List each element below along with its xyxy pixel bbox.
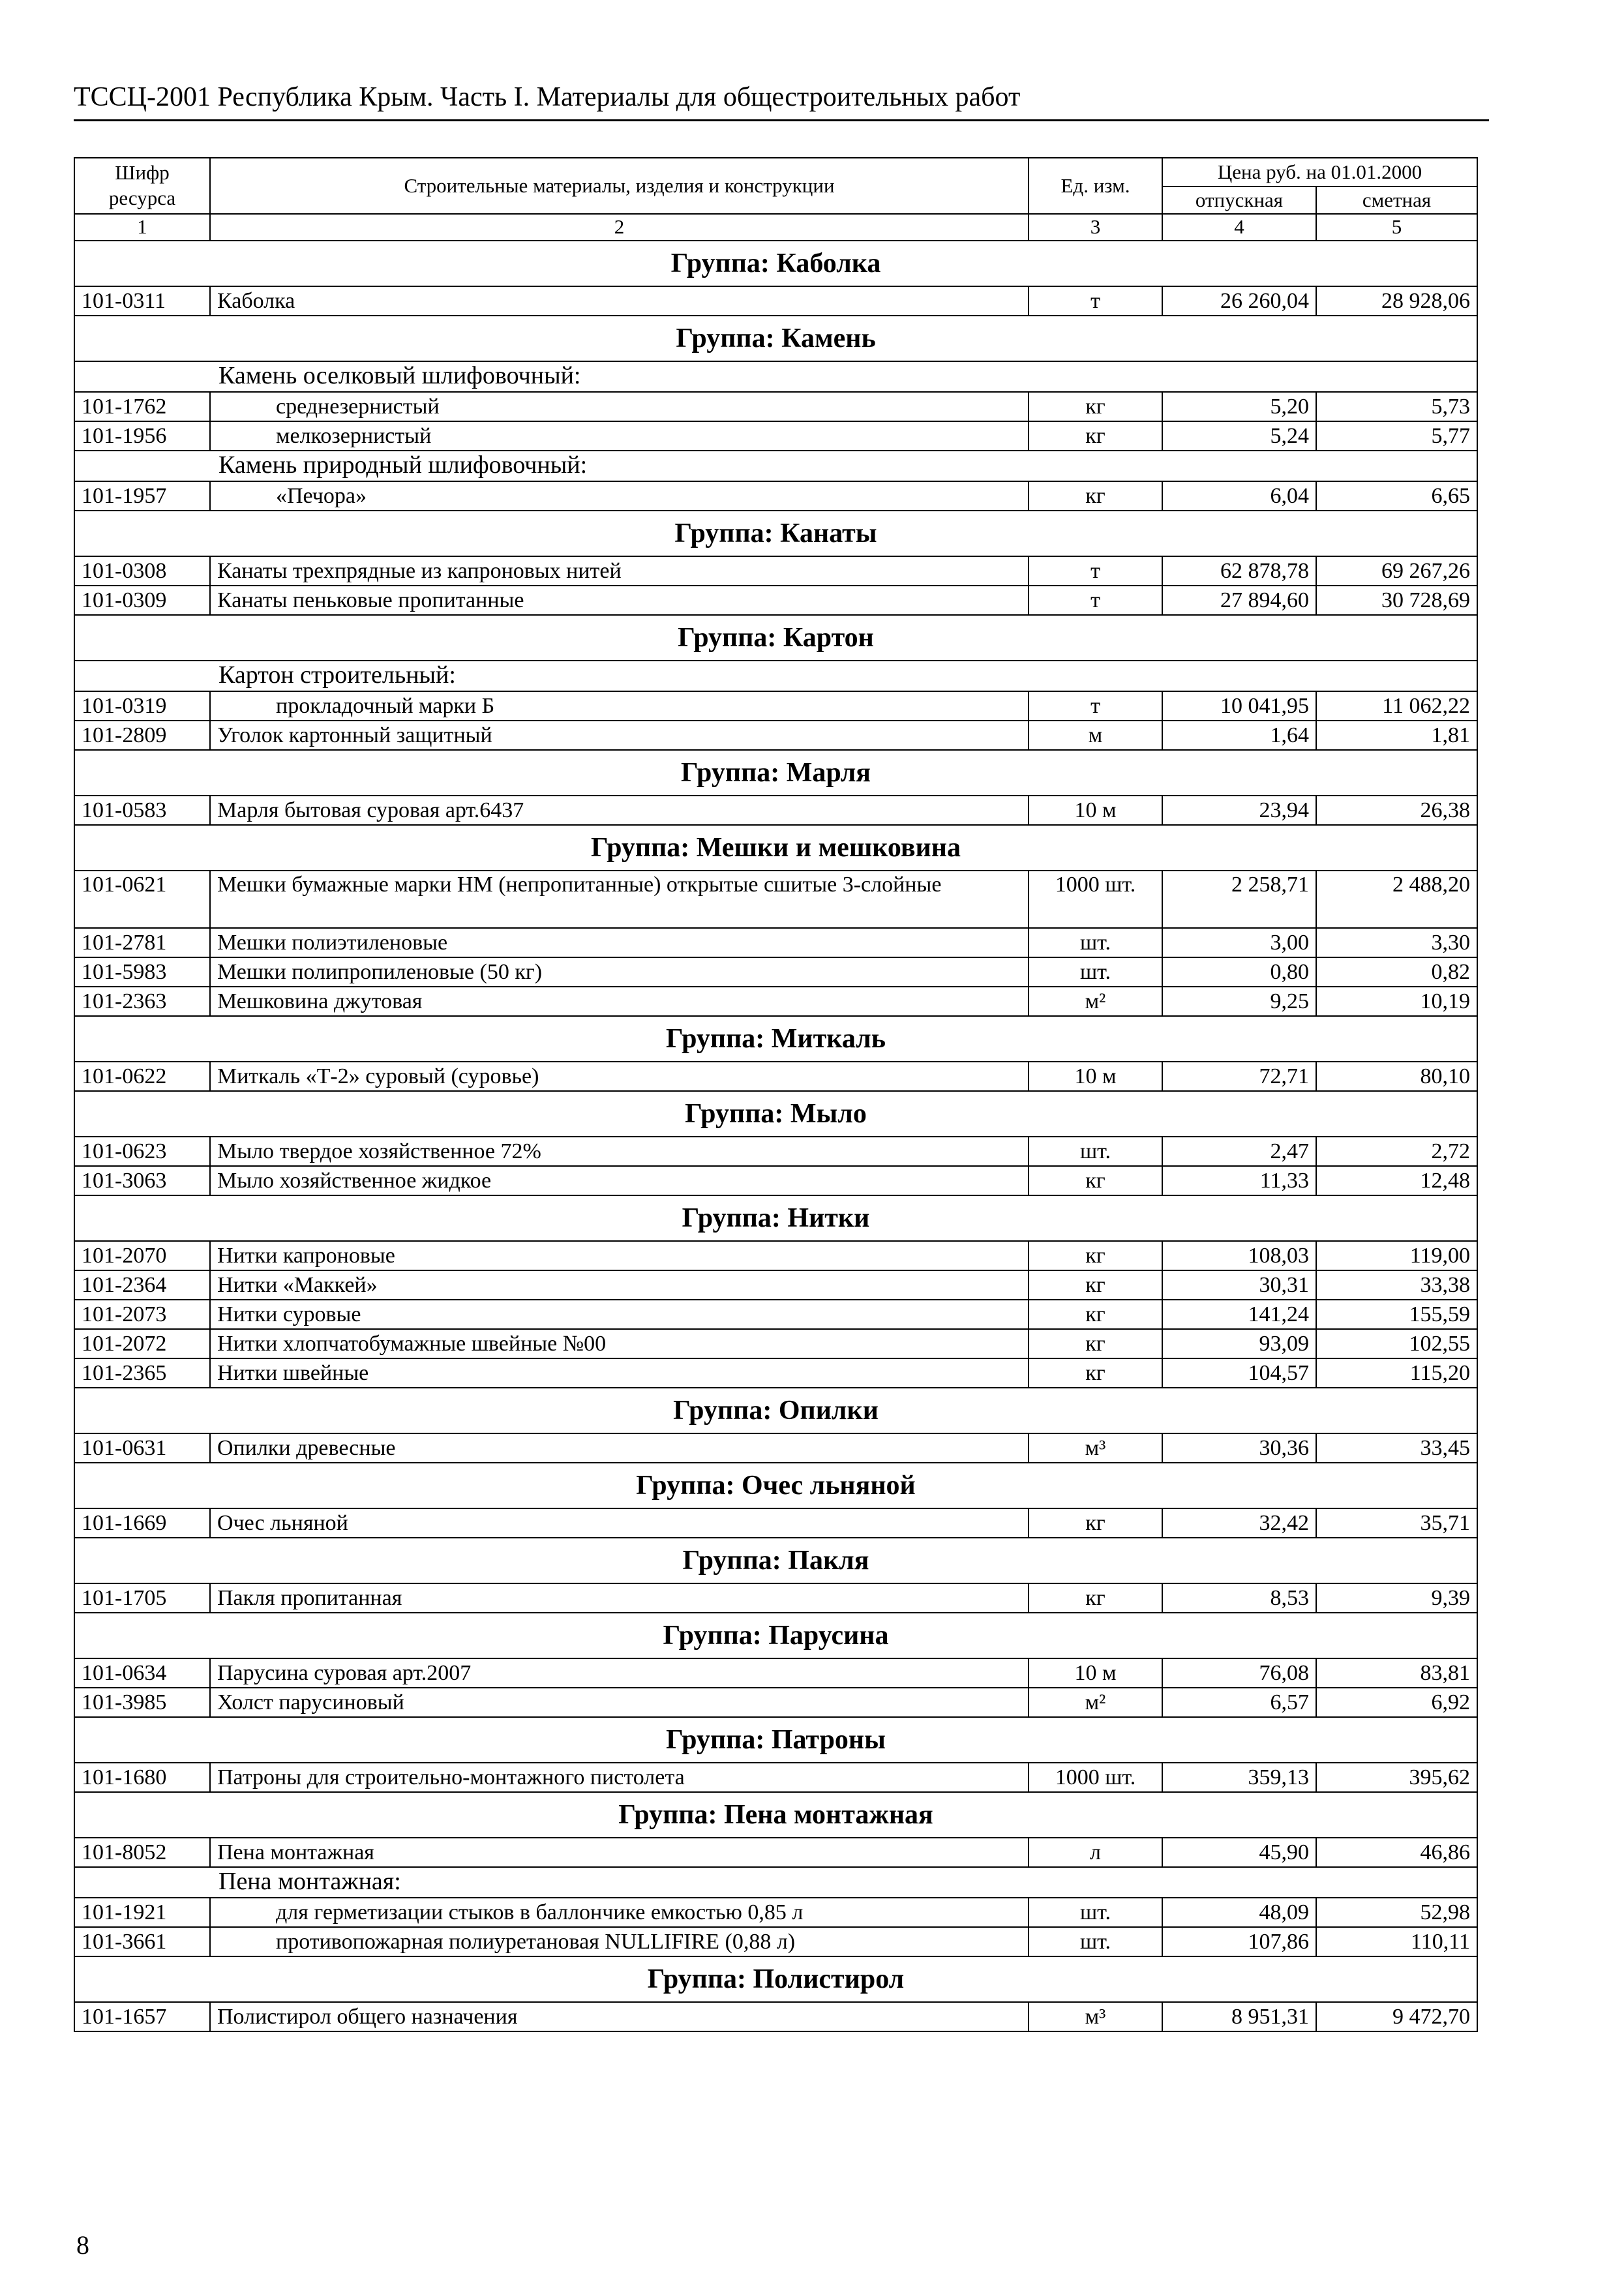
material-name-cell: Нитки хлопчатобумажные швейные №00 bbox=[210, 1329, 1029, 1358]
material-name-cell: Мыло твердое хозяйственное 72% bbox=[210, 1137, 1029, 1166]
unit-cell: кг bbox=[1029, 1300, 1162, 1329]
unit-cell: кг bbox=[1029, 392, 1162, 421]
resource-code-cell: 101-2073 bbox=[74, 1300, 210, 1329]
unit-cell: л bbox=[1029, 1838, 1162, 1867]
material-name-cell: прокладочный марки Б bbox=[210, 691, 1029, 721]
material-name-cell: «Печора» bbox=[210, 481, 1029, 511]
unit-cell: шт. bbox=[1029, 1898, 1162, 1927]
table-row bbox=[74, 1508, 1477, 1538]
release-price-cell: 5,20 bbox=[1162, 392, 1316, 421]
material-name-cell: Мешки полиэтиленовые bbox=[210, 928, 1029, 957]
group-header-row bbox=[74, 1016, 1477, 1062]
resource-code-cell: 101-2070 bbox=[74, 1241, 210, 1270]
resource-code-cell: 101-2364 bbox=[74, 1270, 210, 1300]
resource-code-cell: 101-0634 bbox=[74, 1658, 210, 1688]
resource-code-cell: 101-2072 bbox=[74, 1329, 210, 1358]
release-price-cell: 26 260,04 bbox=[1162, 286, 1316, 316]
col-header-name: Строительные материалы, изделия и конструкции bbox=[210, 158, 1029, 214]
release-price-cell: 30,31 bbox=[1162, 1270, 1316, 1300]
release-price-cell: 0,80 bbox=[1162, 957, 1316, 987]
resource-code-cell: 101-1762 bbox=[74, 392, 210, 421]
subgroup-row bbox=[74, 1867, 1477, 1898]
resource-code-cell: 101-0308 bbox=[74, 556, 210, 586]
estimate-price-cell: 6,65 bbox=[1316, 481, 1477, 511]
release-price-cell: 141,24 bbox=[1162, 1300, 1316, 1329]
unit-cell: шт. bbox=[1029, 957, 1162, 987]
estimate-price-cell: 2,72 bbox=[1316, 1137, 1477, 1166]
resource-code-cell: 101-0583 bbox=[74, 796, 210, 825]
estimate-price-cell: 6,92 bbox=[1316, 1688, 1477, 1717]
release-price-cell: 93,09 bbox=[1162, 1329, 1316, 1358]
material-name-cell: Нитки «Маккей» bbox=[210, 1270, 1029, 1300]
material-name-cell: Пена монтажная bbox=[210, 1838, 1029, 1867]
release-price-cell: 5,24 bbox=[1162, 421, 1316, 451]
release-price-cell: 9,25 bbox=[1162, 987, 1316, 1016]
release-price-cell: 107,86 bbox=[1162, 1927, 1316, 1956]
unit-cell: т bbox=[1029, 586, 1162, 615]
group-header-row bbox=[74, 615, 1477, 661]
subgroup-row bbox=[74, 451, 1477, 481]
material-name-cell: Полистирол общего назначения bbox=[210, 2002, 1029, 2031]
group-header-row bbox=[74, 1956, 1477, 2002]
resource-code-cell: 101-3661 bbox=[74, 1927, 210, 1956]
resource-code-cell: 101-0311 bbox=[74, 286, 210, 316]
col-number-2: 2 bbox=[210, 214, 1029, 241]
release-price-cell: 27 894,60 bbox=[1162, 586, 1316, 615]
table-row bbox=[74, 691, 1477, 721]
col-header-release: отпускная bbox=[1162, 187, 1316, 214]
unit-cell: т bbox=[1029, 556, 1162, 586]
material-name-cell: Опилки древесные bbox=[210, 1433, 1029, 1463]
material-name-cell: Нитки капроновые bbox=[210, 1241, 1029, 1270]
group-title: Группа: Мыло bbox=[74, 1091, 1477, 1137]
group-title: Группа: Парусина bbox=[74, 1613, 1477, 1658]
release-price-cell: 1,64 bbox=[1162, 721, 1316, 750]
group-title: Группа: Патроны bbox=[74, 1717, 1477, 1763]
group-title: Группа: Полистирол bbox=[74, 1956, 1477, 2002]
release-price-cell: 3,00 bbox=[1162, 928, 1316, 957]
resource-code-cell: 101-8052 bbox=[74, 1838, 210, 1867]
release-price-cell: 10 041,95 bbox=[1162, 691, 1316, 721]
estimate-price-cell: 0,82 bbox=[1316, 957, 1477, 987]
material-name-cell: Нитки суровые bbox=[210, 1300, 1029, 1329]
estimate-price-cell: 28 928,06 bbox=[1316, 286, 1477, 316]
group-title: Группа: Марля bbox=[74, 750, 1477, 796]
unit-cell: кг bbox=[1029, 1583, 1162, 1613]
release-price-cell: 30,36 bbox=[1162, 1433, 1316, 1463]
material-name-cell: Уголок картонный защитный bbox=[210, 721, 1029, 750]
table-row bbox=[74, 796, 1477, 825]
table-row bbox=[74, 1763, 1477, 1792]
resource-code-cell: 101-3063 bbox=[74, 1166, 210, 1195]
estimate-price-cell: 12,48 bbox=[1316, 1166, 1477, 1195]
release-price-cell: 11,33 bbox=[1162, 1166, 1316, 1195]
estimate-price-cell: 9,39 bbox=[1316, 1583, 1477, 1613]
table-row bbox=[74, 286, 1477, 316]
unit-cell: кг bbox=[1029, 1241, 1162, 1270]
material-name-cell: Канаты трехпрядные из капроновых нитей bbox=[210, 556, 1029, 586]
group-title: Группа: Канаты bbox=[74, 511, 1477, 556]
table-row bbox=[74, 1300, 1477, 1329]
estimate-price-cell: 2 488,20 bbox=[1316, 871, 1477, 928]
table-row bbox=[74, 1838, 1477, 1867]
table-row bbox=[74, 1137, 1477, 1166]
group-header-row bbox=[74, 1792, 1477, 1838]
resource-code-cell: 101-1657 bbox=[74, 2002, 210, 2031]
table-row bbox=[74, 392, 1477, 421]
resource-code-cell: 101-0309 bbox=[74, 586, 210, 615]
material-name-cell: Мешки полипропиленовые (50 кг) bbox=[210, 957, 1029, 987]
release-price-cell: 8 951,31 bbox=[1162, 2002, 1316, 2031]
resource-code-cell: 101-2781 bbox=[74, 928, 210, 957]
group-title: Группа: Миткаль bbox=[74, 1016, 1477, 1062]
estimate-price-cell: 69 267,26 bbox=[1316, 556, 1477, 586]
table-row bbox=[74, 1241, 1477, 1270]
resource-code-cell: 101-1956 bbox=[74, 421, 210, 451]
estimate-price-cell: 46,86 bbox=[1316, 1838, 1477, 1867]
release-price-cell: 8,53 bbox=[1162, 1583, 1316, 1613]
table-body bbox=[74, 241, 1477, 2031]
table-row bbox=[74, 721, 1477, 750]
unit-cell: кг bbox=[1029, 1166, 1162, 1195]
release-price-cell: 6,04 bbox=[1162, 481, 1316, 511]
unit-cell: кг bbox=[1029, 1358, 1162, 1388]
material-name-cell: Мешки бумажные марки НМ (непропитанные) открытые сшитые 3-слойные bbox=[210, 871, 1029, 928]
material-name-cell: для герметизации стыков в баллончике емкостью 0,85 л bbox=[210, 1898, 1029, 1927]
group-title: Группа: Опилки bbox=[74, 1388, 1477, 1433]
subgroup-title: Камень оселковый шлифовочный: bbox=[74, 361, 1477, 392]
material-name-cell: среднезернистый bbox=[210, 392, 1029, 421]
material-name-cell: мелкозернистый bbox=[210, 421, 1029, 451]
group-header-row bbox=[74, 1538, 1477, 1583]
resource-code-cell: 101-5983 bbox=[74, 957, 210, 987]
estimate-price-cell: 35,71 bbox=[1316, 1508, 1477, 1538]
estimate-price-cell: 26,38 bbox=[1316, 796, 1477, 825]
release-price-cell: 2 258,71 bbox=[1162, 871, 1316, 928]
table-row bbox=[74, 1583, 1477, 1613]
unit-cell: шт. bbox=[1029, 1137, 1162, 1166]
release-price-cell: 32,42 bbox=[1162, 1508, 1316, 1538]
release-price-cell: 6,57 bbox=[1162, 1688, 1316, 1717]
table-row bbox=[74, 586, 1477, 615]
release-price-cell: 359,13 bbox=[1162, 1763, 1316, 1792]
subgroup-title: Камень природный шлифовочный: bbox=[74, 451, 1477, 481]
group-title: Группа: Каболка bbox=[74, 241, 1477, 286]
estimate-price-cell: 11 062,22 bbox=[1316, 691, 1477, 721]
group-header-row bbox=[74, 511, 1477, 556]
group-title: Группа: Мешки и мешковина bbox=[74, 825, 1477, 871]
unit-cell: кг bbox=[1029, 481, 1162, 511]
release-price-cell: 48,09 bbox=[1162, 1898, 1316, 1927]
unit-cell: кг bbox=[1029, 1329, 1162, 1358]
resource-code-cell: 101-2809 bbox=[74, 721, 210, 750]
estimate-price-cell: 33,45 bbox=[1316, 1433, 1477, 1463]
table-row bbox=[74, 1658, 1477, 1688]
resource-code-cell: 101-1669 bbox=[74, 1508, 210, 1538]
unit-cell: м² bbox=[1029, 987, 1162, 1016]
unit-cell: 10 м bbox=[1029, 796, 1162, 825]
col-header-price: Цена руб. на 01.01.2000 bbox=[1162, 158, 1477, 187]
material-name-cell: Патроны для строительно-монтажного пистолета bbox=[210, 1763, 1029, 1792]
table-row bbox=[74, 481, 1477, 511]
material-name-cell: Очес льняной bbox=[210, 1508, 1029, 1538]
col-number-3: 3 bbox=[1029, 214, 1162, 241]
estimate-price-cell: 30 728,69 bbox=[1316, 586, 1477, 615]
material-name-cell: Марля бытовая суровая арт.6437 bbox=[210, 796, 1029, 825]
resource-code-cell: 101-2363 bbox=[74, 987, 210, 1016]
unit-cell: м² bbox=[1029, 1688, 1162, 1717]
estimate-price-cell: 110,11 bbox=[1316, 1927, 1477, 1956]
group-header-row bbox=[74, 1463, 1477, 1508]
col-number-1: 1 bbox=[74, 214, 210, 241]
release-price-cell: 76,08 bbox=[1162, 1658, 1316, 1688]
material-name-cell: Парусина суровая арт.2007 bbox=[210, 1658, 1029, 1688]
resource-code-cell: 101-1705 bbox=[74, 1583, 210, 1613]
unit-cell: 10 м bbox=[1029, 1062, 1162, 1091]
subgroup-title: Пена монтажная: bbox=[74, 1867, 1477, 1898]
table-row bbox=[74, 421, 1477, 451]
group-header-row bbox=[74, 316, 1477, 361]
group-header-row bbox=[74, 825, 1477, 871]
subgroup-title: Картон строительный: bbox=[74, 661, 1477, 691]
group-header-row bbox=[74, 750, 1477, 796]
page-number: 8 bbox=[76, 2230, 89, 2260]
resource-code-cell: 101-1680 bbox=[74, 1763, 210, 1792]
estimate-price-cell: 115,20 bbox=[1316, 1358, 1477, 1388]
group-header-row bbox=[74, 1717, 1477, 1763]
group-title: Группа: Картон bbox=[74, 615, 1477, 661]
estimate-price-cell: 52,98 bbox=[1316, 1898, 1477, 1927]
group-header-row bbox=[74, 1388, 1477, 1433]
table-row bbox=[74, 957, 1477, 987]
resource-code-cell: 101-0623 bbox=[74, 1137, 210, 1166]
release-price-cell: 23,94 bbox=[1162, 796, 1316, 825]
release-price-cell: 104,57 bbox=[1162, 1358, 1316, 1388]
subgroup-row bbox=[74, 661, 1477, 691]
estimate-price-cell: 5,77 bbox=[1316, 421, 1477, 451]
unit-cell: шт. bbox=[1029, 928, 1162, 957]
material-name-cell: Мешковина джутовая bbox=[210, 987, 1029, 1016]
estimate-price-cell: 102,55 bbox=[1316, 1329, 1477, 1358]
table-row bbox=[74, 1898, 1477, 1927]
unit-cell: т bbox=[1029, 286, 1162, 316]
estimate-price-cell: 33,38 bbox=[1316, 1270, 1477, 1300]
estimate-price-cell: 155,59 bbox=[1316, 1300, 1477, 1329]
table-row bbox=[74, 1270, 1477, 1300]
table-row bbox=[74, 1433, 1477, 1463]
material-name-cell: противопожарная полиуретановая NULLIFIRE (0,88 л) bbox=[210, 1927, 1029, 1956]
resource-code-cell: 101-0621 bbox=[74, 871, 210, 928]
estimate-price-cell: 119,00 bbox=[1316, 1241, 1477, 1270]
group-title: Группа: Нитки bbox=[74, 1195, 1477, 1241]
table-row bbox=[74, 1688, 1477, 1717]
col-header-estimate: сметная bbox=[1316, 187, 1477, 214]
unit-cell: м³ bbox=[1029, 1433, 1162, 1463]
resource-code-cell: 101-1957 bbox=[74, 481, 210, 511]
release-price-cell: 72,71 bbox=[1162, 1062, 1316, 1091]
col-number-4: 4 bbox=[1162, 214, 1316, 241]
table-row bbox=[74, 1358, 1477, 1388]
release-price-cell: 2,47 bbox=[1162, 1137, 1316, 1166]
unit-cell: т bbox=[1029, 691, 1162, 721]
material-name-cell: Пакля пропитанная bbox=[210, 1583, 1029, 1613]
group-title: Группа: Камень bbox=[74, 316, 1477, 361]
estimate-price-cell: 80,10 bbox=[1316, 1062, 1477, 1091]
unit-cell: кг bbox=[1029, 1508, 1162, 1538]
resource-code-cell: 101-1921 bbox=[74, 1898, 210, 1927]
table-row bbox=[74, 928, 1477, 957]
resource-code-cell: 101-0631 bbox=[74, 1433, 210, 1463]
material-name-cell: Холст парусиновый bbox=[210, 1688, 1029, 1717]
group-title: Группа: Пена монтажная bbox=[74, 1792, 1477, 1838]
col-header-unit: Ед. изм. bbox=[1029, 158, 1162, 214]
unit-cell: 1000 шт. bbox=[1029, 871, 1162, 928]
material-name-cell: Миткаль «Т-2» суровый (суровье) bbox=[210, 1062, 1029, 1091]
unit-cell: кг bbox=[1029, 1270, 1162, 1300]
col-number-5: 5 bbox=[1316, 214, 1477, 241]
col-header-code: Шифр ресурса bbox=[74, 158, 210, 214]
estimate-price-cell: 5,73 bbox=[1316, 392, 1477, 421]
table-row bbox=[74, 987, 1477, 1016]
group-header-row bbox=[74, 1091, 1477, 1137]
subgroup-row bbox=[74, 361, 1477, 392]
estimate-price-cell: 10,19 bbox=[1316, 987, 1477, 1016]
material-name-cell: Канаты пеньковые пропитанные bbox=[210, 586, 1029, 615]
estimate-price-cell: 83,81 bbox=[1316, 1658, 1477, 1688]
release-price-cell: 108,03 bbox=[1162, 1241, 1316, 1270]
table-header bbox=[74, 158, 1477, 241]
running-header-title: ТССЦ-2001 Республика Крым. Часть I. Материалы для общестроительных работ bbox=[74, 82, 1021, 112]
material-name-cell: Мыло хозяйственное жидкое bbox=[210, 1166, 1029, 1195]
unit-cell: 10 м bbox=[1029, 1658, 1162, 1688]
header-rule bbox=[74, 119, 1489, 121]
unit-cell: шт. bbox=[1029, 1927, 1162, 1956]
unit-cell: кг bbox=[1029, 421, 1162, 451]
release-price-cell: 45,90 bbox=[1162, 1838, 1316, 1867]
group-header-row bbox=[74, 1195, 1477, 1241]
table-row bbox=[74, 2002, 1477, 2031]
unit-cell: 1000 шт. bbox=[1029, 1763, 1162, 1792]
resource-code-cell: 101-2365 bbox=[74, 1358, 210, 1388]
estimate-price-cell: 1,81 bbox=[1316, 721, 1477, 750]
group-title: Группа: Очес льняной bbox=[74, 1463, 1477, 1508]
resource-code-cell: 101-3985 bbox=[74, 1688, 210, 1717]
material-name-cell: Каболка bbox=[210, 286, 1029, 316]
group-header-row bbox=[74, 1613, 1477, 1658]
group-header-row bbox=[74, 241, 1477, 286]
price-table bbox=[74, 157, 1478, 2032]
material-name-cell: Нитки швейные bbox=[210, 1358, 1029, 1388]
table-row bbox=[74, 1166, 1477, 1195]
table-row bbox=[74, 1927, 1477, 1956]
resource-code-cell: 101-0319 bbox=[74, 691, 210, 721]
release-price-cell: 62 878,78 bbox=[1162, 556, 1316, 586]
table-row bbox=[74, 871, 1477, 928]
estimate-price-cell: 9 472,70 bbox=[1316, 2002, 1477, 2031]
group-title: Группа: Пакля bbox=[74, 1538, 1477, 1583]
table-row bbox=[74, 1062, 1477, 1091]
resource-code-cell: 101-0622 bbox=[74, 1062, 210, 1091]
estimate-price-cell: 395,62 bbox=[1316, 1763, 1477, 1792]
unit-cell: м³ bbox=[1029, 2002, 1162, 2031]
estimate-price-cell: 3,30 bbox=[1316, 928, 1477, 957]
unit-cell: м bbox=[1029, 721, 1162, 750]
table-row bbox=[74, 556, 1477, 586]
table-row bbox=[74, 1329, 1477, 1358]
